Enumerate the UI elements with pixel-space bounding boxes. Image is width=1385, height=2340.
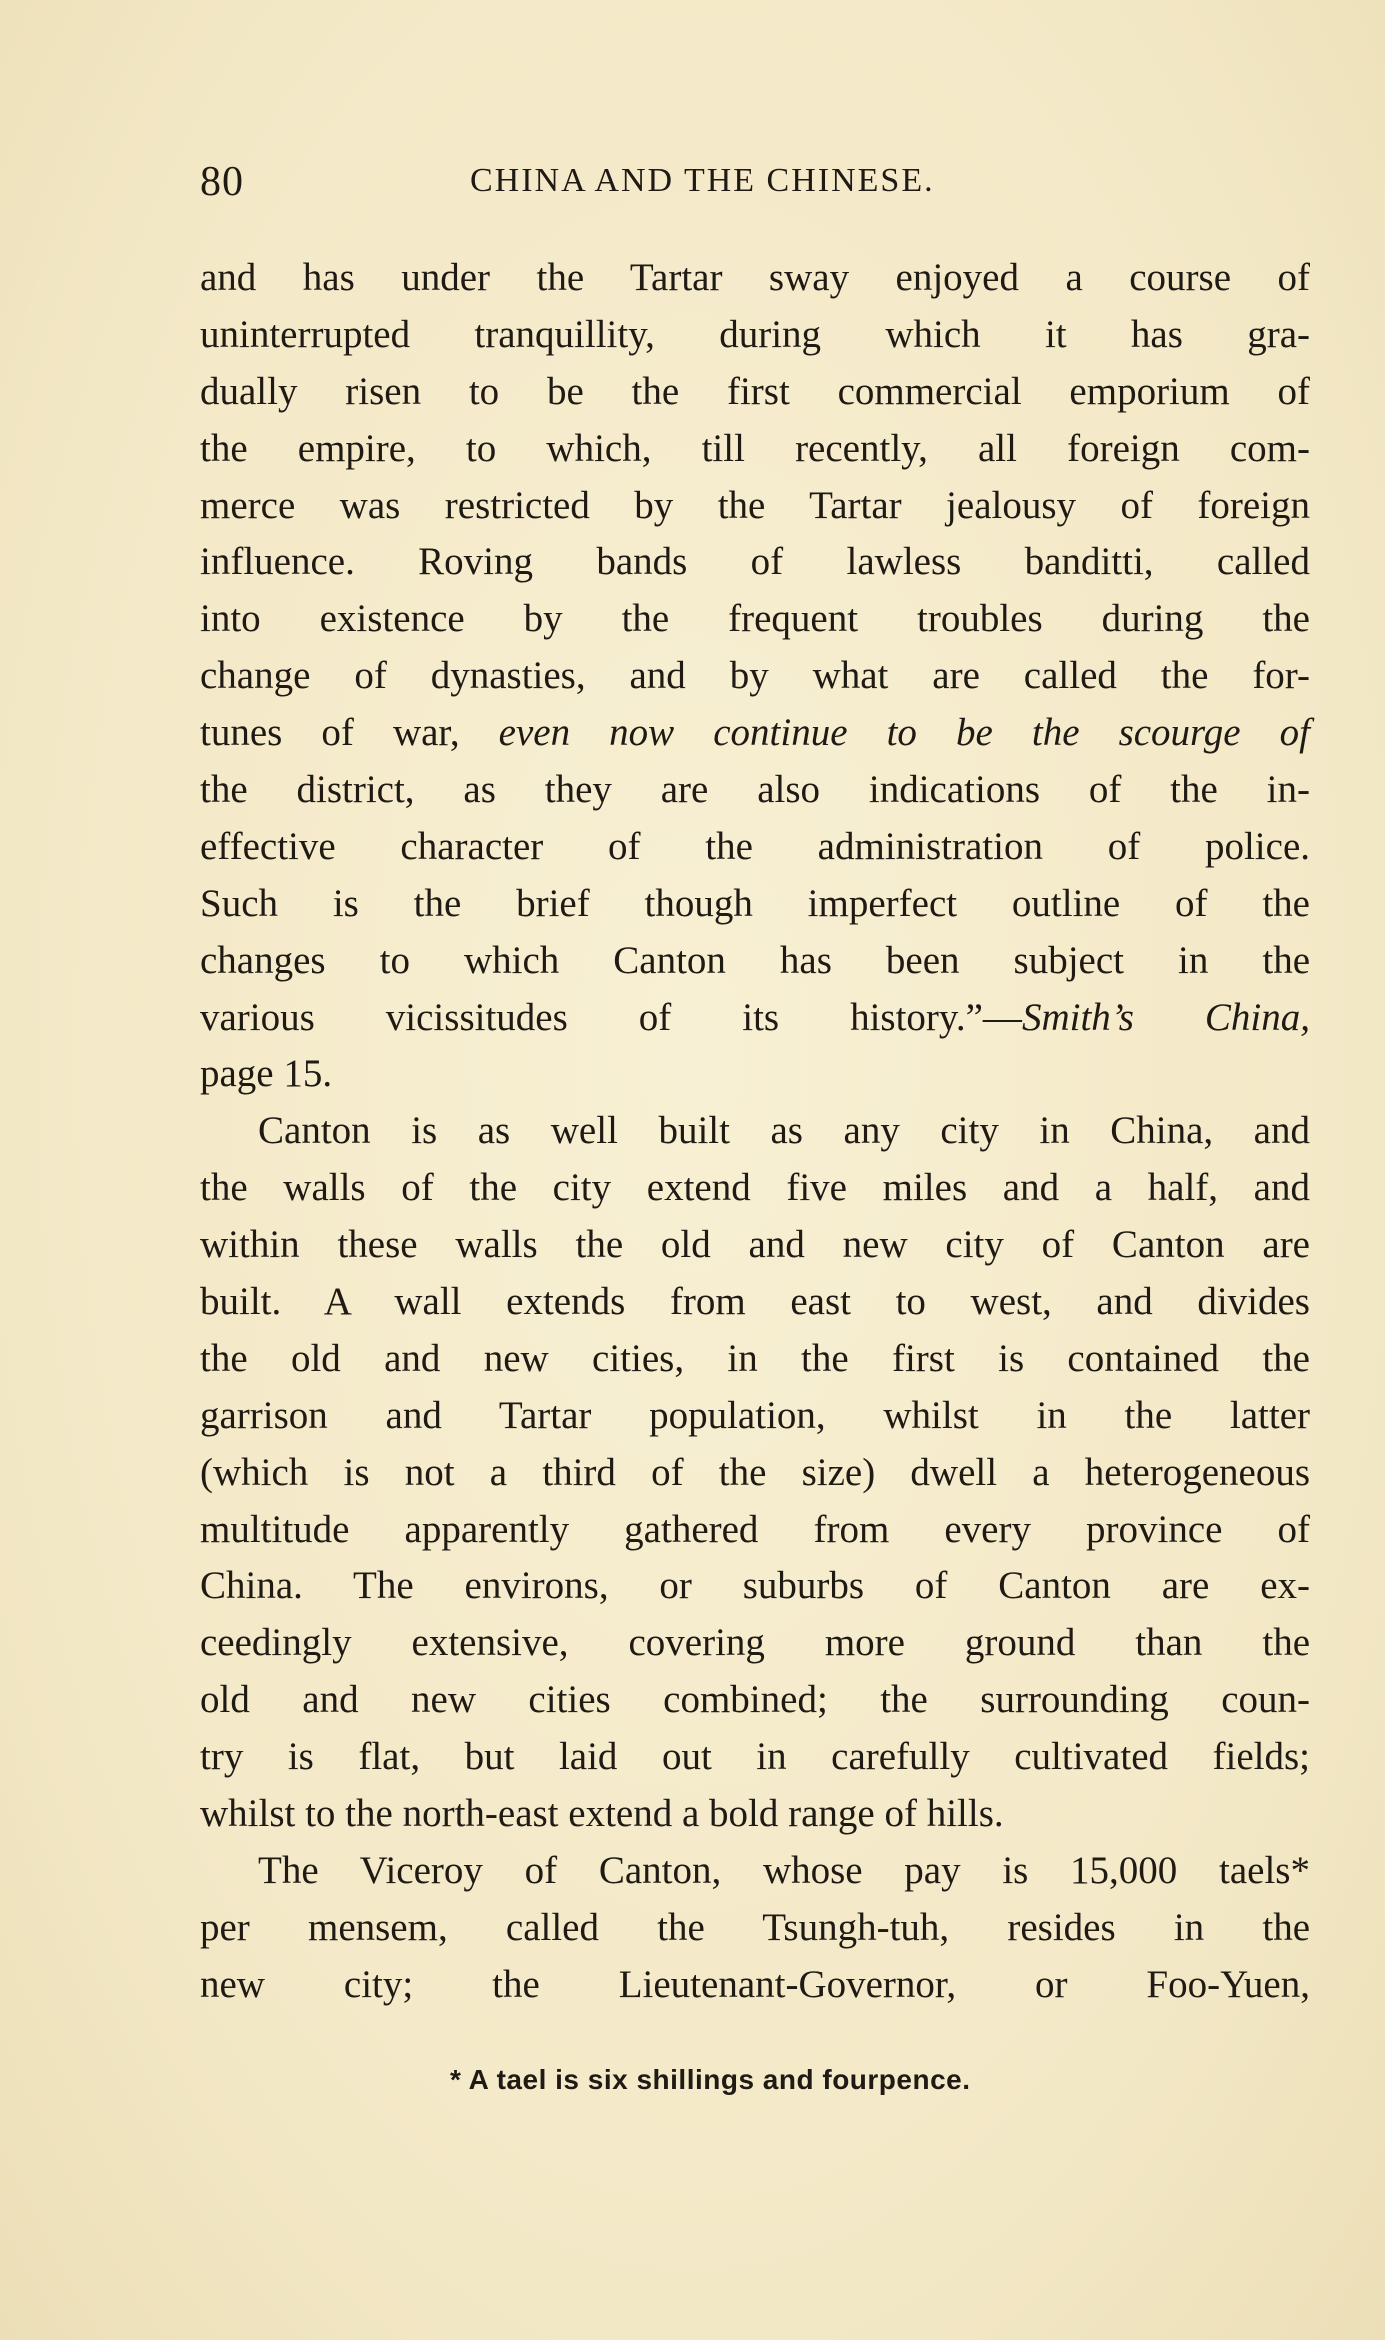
text-roman: tunes of war, — [200, 711, 499, 755]
text-line-italic: effective character of the administration of police. — [200, 824, 1310, 868]
text-roman: various vicissitudes of its history.”— — [200, 995, 1022, 1039]
text-line: ceedingly extensive, covering more ground than the — [200, 1621, 1310, 1665]
text-italic: Smith’s China, — [1021, 995, 1310, 1039]
text-line: uninterrupted tranquillity, during which it has gra- — [200, 312, 1310, 356]
text-line: changes to which Canton has been subject in the — [200, 938, 1310, 982]
text-line: multitude apparently gathered from every province of — [200, 1507, 1310, 1551]
text-line: dually risen to be the first commercial emporium of — [200, 369, 1310, 413]
running-title: CHINA AND THE CHINESE. — [470, 162, 935, 199]
text-line — [200, 705, 1310, 762]
text-line: built. A wall extends from east to west, and divides — [200, 1280, 1310, 1324]
text-line: new city; the Lieutenant-Governor, or Foo-Yuen, — [200, 1962, 1310, 2006]
text-line: page 15. — [200, 1052, 333, 1096]
text-line: and has under the Tartar sway enjoyed a course of — [200, 256, 1310, 299]
text-line: Canton is as well built as any city in China, and — [258, 1109, 1310, 1153]
text-line: whilst to the north-east extend a bold range of hills. — [200, 1792, 1004, 1836]
text-line: the walls of the city extend five miles and a half, and — [200, 1166, 1310, 1210]
text-line: Such is the brief though imperfect outline of the — [200, 881, 1310, 925]
text-line: the empire, to which, till recently, all foreign com- — [200, 426, 1310, 470]
footnote: * A tael is six shillings and fourpence. — [450, 2064, 971, 2095]
text-line: into existence by the frequent troubles during the — [200, 597, 1310, 641]
text-line: merce was restricted by the Tartar jealousy of foreign — [200, 483, 1310, 527]
text-line: The Viceroy of Canton, whose pay is 15,000 taels* — [258, 1848, 1310, 1892]
text-line: the old and new cities, in the first is contained the — [200, 1336, 1310, 1380]
text-line — [200, 990, 1310, 1047]
text-line: try is flat, but laid out in carefully cultivated fields; — [200, 1735, 1310, 1779]
body-text — [200, 250, 1310, 2014]
text-line: old and new cities combined; the surrounding coun- — [200, 1678, 1310, 1722]
text-line: garrison and Tartar population, whilst in the latter — [200, 1393, 1310, 1437]
text-line: change of dynasties, and by what are called the for- — [200, 654, 1310, 698]
text-line: (which is not a third of the size) dwell a heterogeneous — [200, 1450, 1310, 1494]
text-italic: even now continue to be the scourge of — [498, 711, 1310, 755]
page-number: 80 — [200, 159, 244, 205]
text-line: influence. Roving bands of lawless banditti, called — [200, 540, 1310, 584]
text-line: per mensem, called the Tsungh-tuh, resides in the — [200, 1905, 1310, 1949]
text-line-italic: the district, as they are also indications of the in- — [200, 768, 1310, 812]
text-line: China. The environs, or suburbs of Canton are ex- — [200, 1564, 1310, 1608]
running-head — [200, 158, 1200, 208]
text-line: within these walls the old and new city of Canton are — [200, 1223, 1310, 1267]
